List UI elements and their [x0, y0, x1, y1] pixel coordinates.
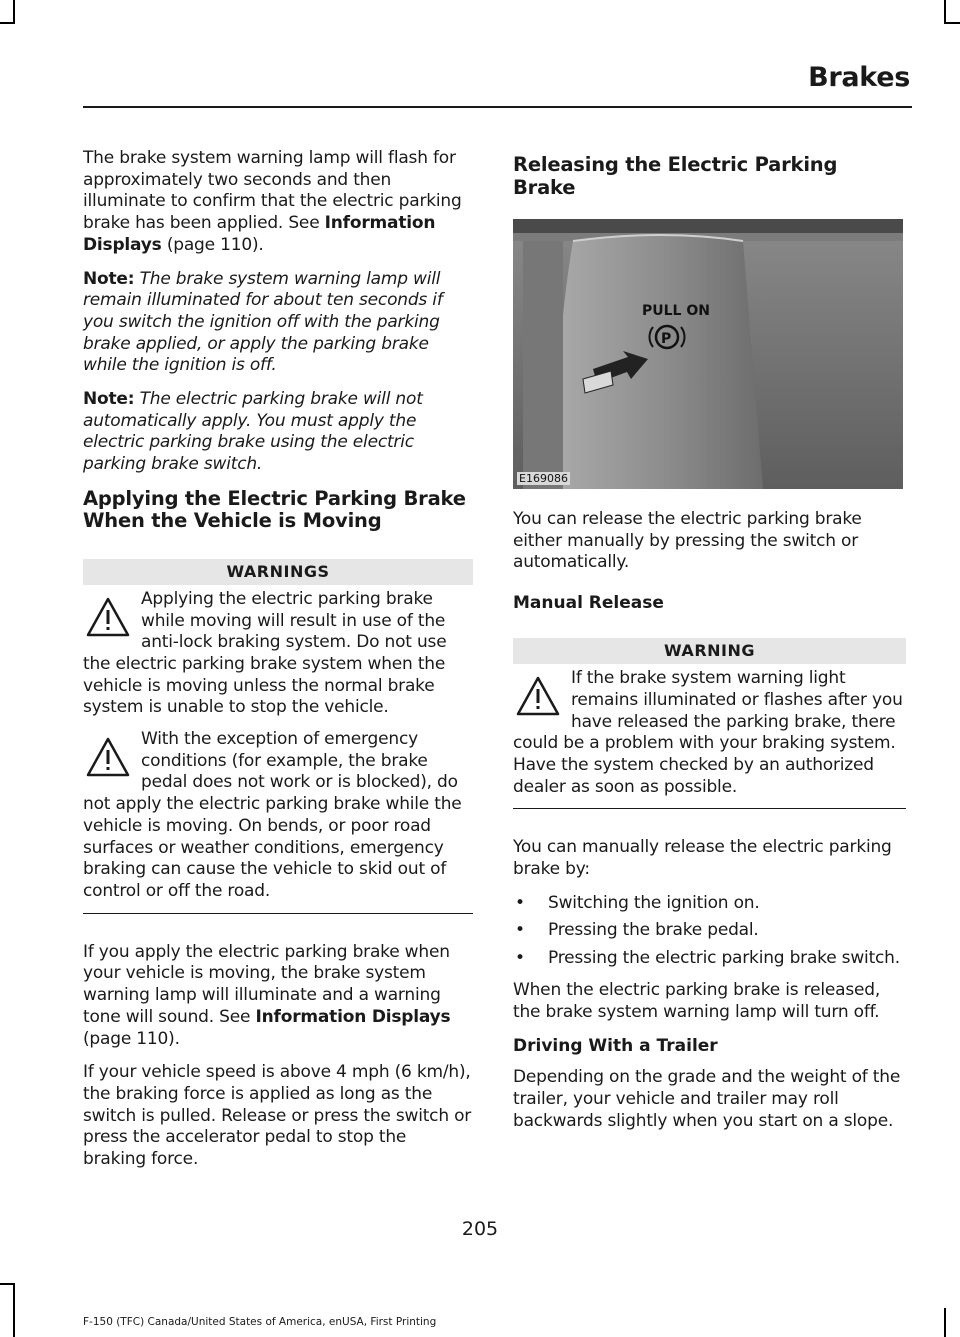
trailer-heading: Driving With a Trailer [513, 1036, 718, 1057]
figure-id: E169086 [519, 472, 568, 485]
intro-page-ref: (page 110). [161, 234, 264, 255]
warning-item [513, 668, 906, 809]
warning-title: WARNING [513, 638, 906, 664]
left-column [83, 148, 473, 1183]
pull-on-label: PULL ON [642, 303, 710, 319]
intro-text: The brake system warning lamp will flash for approximately two seconds and then illuminate to confirm that the electric parking brake has been applied. See [83, 148, 462, 234]
crop-mark-top-left-v [13, 0, 15, 24]
warning-text: If the brake system warning light remains illuminated or flashes after you have released the parking brake, there could be a problem with your braking system. Have the system checked by an authorized dealer as soon as possible. [513, 668, 903, 797]
page-number: 205 [461, 1218, 499, 1240]
warning-text: With the exception of emergency conditions (for example, the brake pedal does not work or is blocked), do not apply the electric parking brake while the vehicle is moving. On bends, or poor road surfaces or weather conditions, emergency braking can cause the vehicle to skid out of control or off the road. [83, 729, 462, 901]
note-label: Note: [83, 268, 135, 289]
note-text: The electric parking brake will not automatically apply. You must apply the electric parking brake using the electric parking brake switch. [83, 389, 423, 475]
switch-illustration [513, 219, 903, 489]
note-text: The brake system warning lamp will remain illuminated for about ten seconds if you switch the ignition off with the parking brake applied, or apply the parking brake while the ignition is off. [83, 268, 443, 376]
section-heading-applying: Applying the Electric Parking Brake When the Vehicle is Moving [83, 486, 466, 533]
information-displays-link[interactable]: Information Displays [255, 1006, 451, 1027]
note-label: Note: [83, 389, 135, 410]
intro-paragraph [83, 148, 473, 257]
release-methods-list [513, 893, 906, 970]
moving-paragraph [83, 942, 473, 1051]
warning-triangle-icon [515, 674, 561, 720]
section-heading-releasing: Releasing the Electric Parking Brake [513, 153, 838, 199]
right-column [513, 148, 906, 1144]
warning-item [83, 729, 473, 914]
moving-text: If you apply the electric parking brake when your vehicle is moving, the brake system warning lamp will illuminate and a warning tone will sound. See [83, 941, 450, 1027]
parking-brake-switch-figure [513, 219, 903, 489]
crop-mark-top-left-h [0, 22, 15, 24]
warning-item [83, 589, 473, 719]
crop-mark-bottom-left-h [0, 1283, 15, 1285]
crop-mark-top-right-h [944, 22, 960, 24]
manual-release-paragraph: You can manually release the electric parking brake by: [513, 837, 892, 880]
trailer-paragraph: Depending on the grade and the weight of the trailer, your vehicle and trailer may roll backwards slightly when you start on a slope. [513, 1067, 901, 1131]
release-paragraph: You can release the electric parking brake either manually by pressing the switch or automatically. [513, 509, 862, 573]
warnings-title: WARNINGS [83, 559, 473, 585]
parking-symbol: P [661, 331, 672, 347]
moving-page-ref: (page 110). [83, 1028, 180, 1049]
crop-mark-top-right-v [944, 0, 946, 24]
list-item: • Pressing the electric parking brake switch. [513, 948, 906, 970]
warning-triangle-icon [85, 735, 131, 781]
header-rule [83, 106, 912, 108]
crop-mark-bottom-right-v [944, 1308, 946, 1337]
page-title: Brakes [808, 62, 910, 93]
list-item: • Pressing the brake pedal. [513, 920, 906, 942]
warning-text: Applying the electric parking brake while moving will result in use of the anti-lock braking system. Do not use the electric parking brake system when the vehicle is moving unless the normal brake system is unable to stop the vehicle. [83, 588, 447, 718]
manual-release-heading: Manual Release [513, 593, 664, 614]
note-2 [83, 389, 473, 476]
warning-triangle-icon [85, 595, 131, 641]
list-item: • Switching the ignition on. [513, 893, 906, 915]
note-1 [83, 269, 473, 378]
information-displays-link[interactable]: Information Displays [83, 213, 436, 255]
speed-paragraph: If your vehicle speed is above 4 mph (6 km/h), the braking force is applied as long as the switch is pulled. Release or press the switch or press the accelerator pedal to stop the braking force. [83, 1062, 472, 1170]
crop-mark-bottom-left-v [13, 1283, 15, 1337]
footer-text: F-150 (TFC) Canada/United States of America, enUSA, First Printing [83, 1316, 437, 1328]
released-paragraph: When the electric parking brake is released, the brake system warning lamp will turn off. [513, 979, 881, 1022]
